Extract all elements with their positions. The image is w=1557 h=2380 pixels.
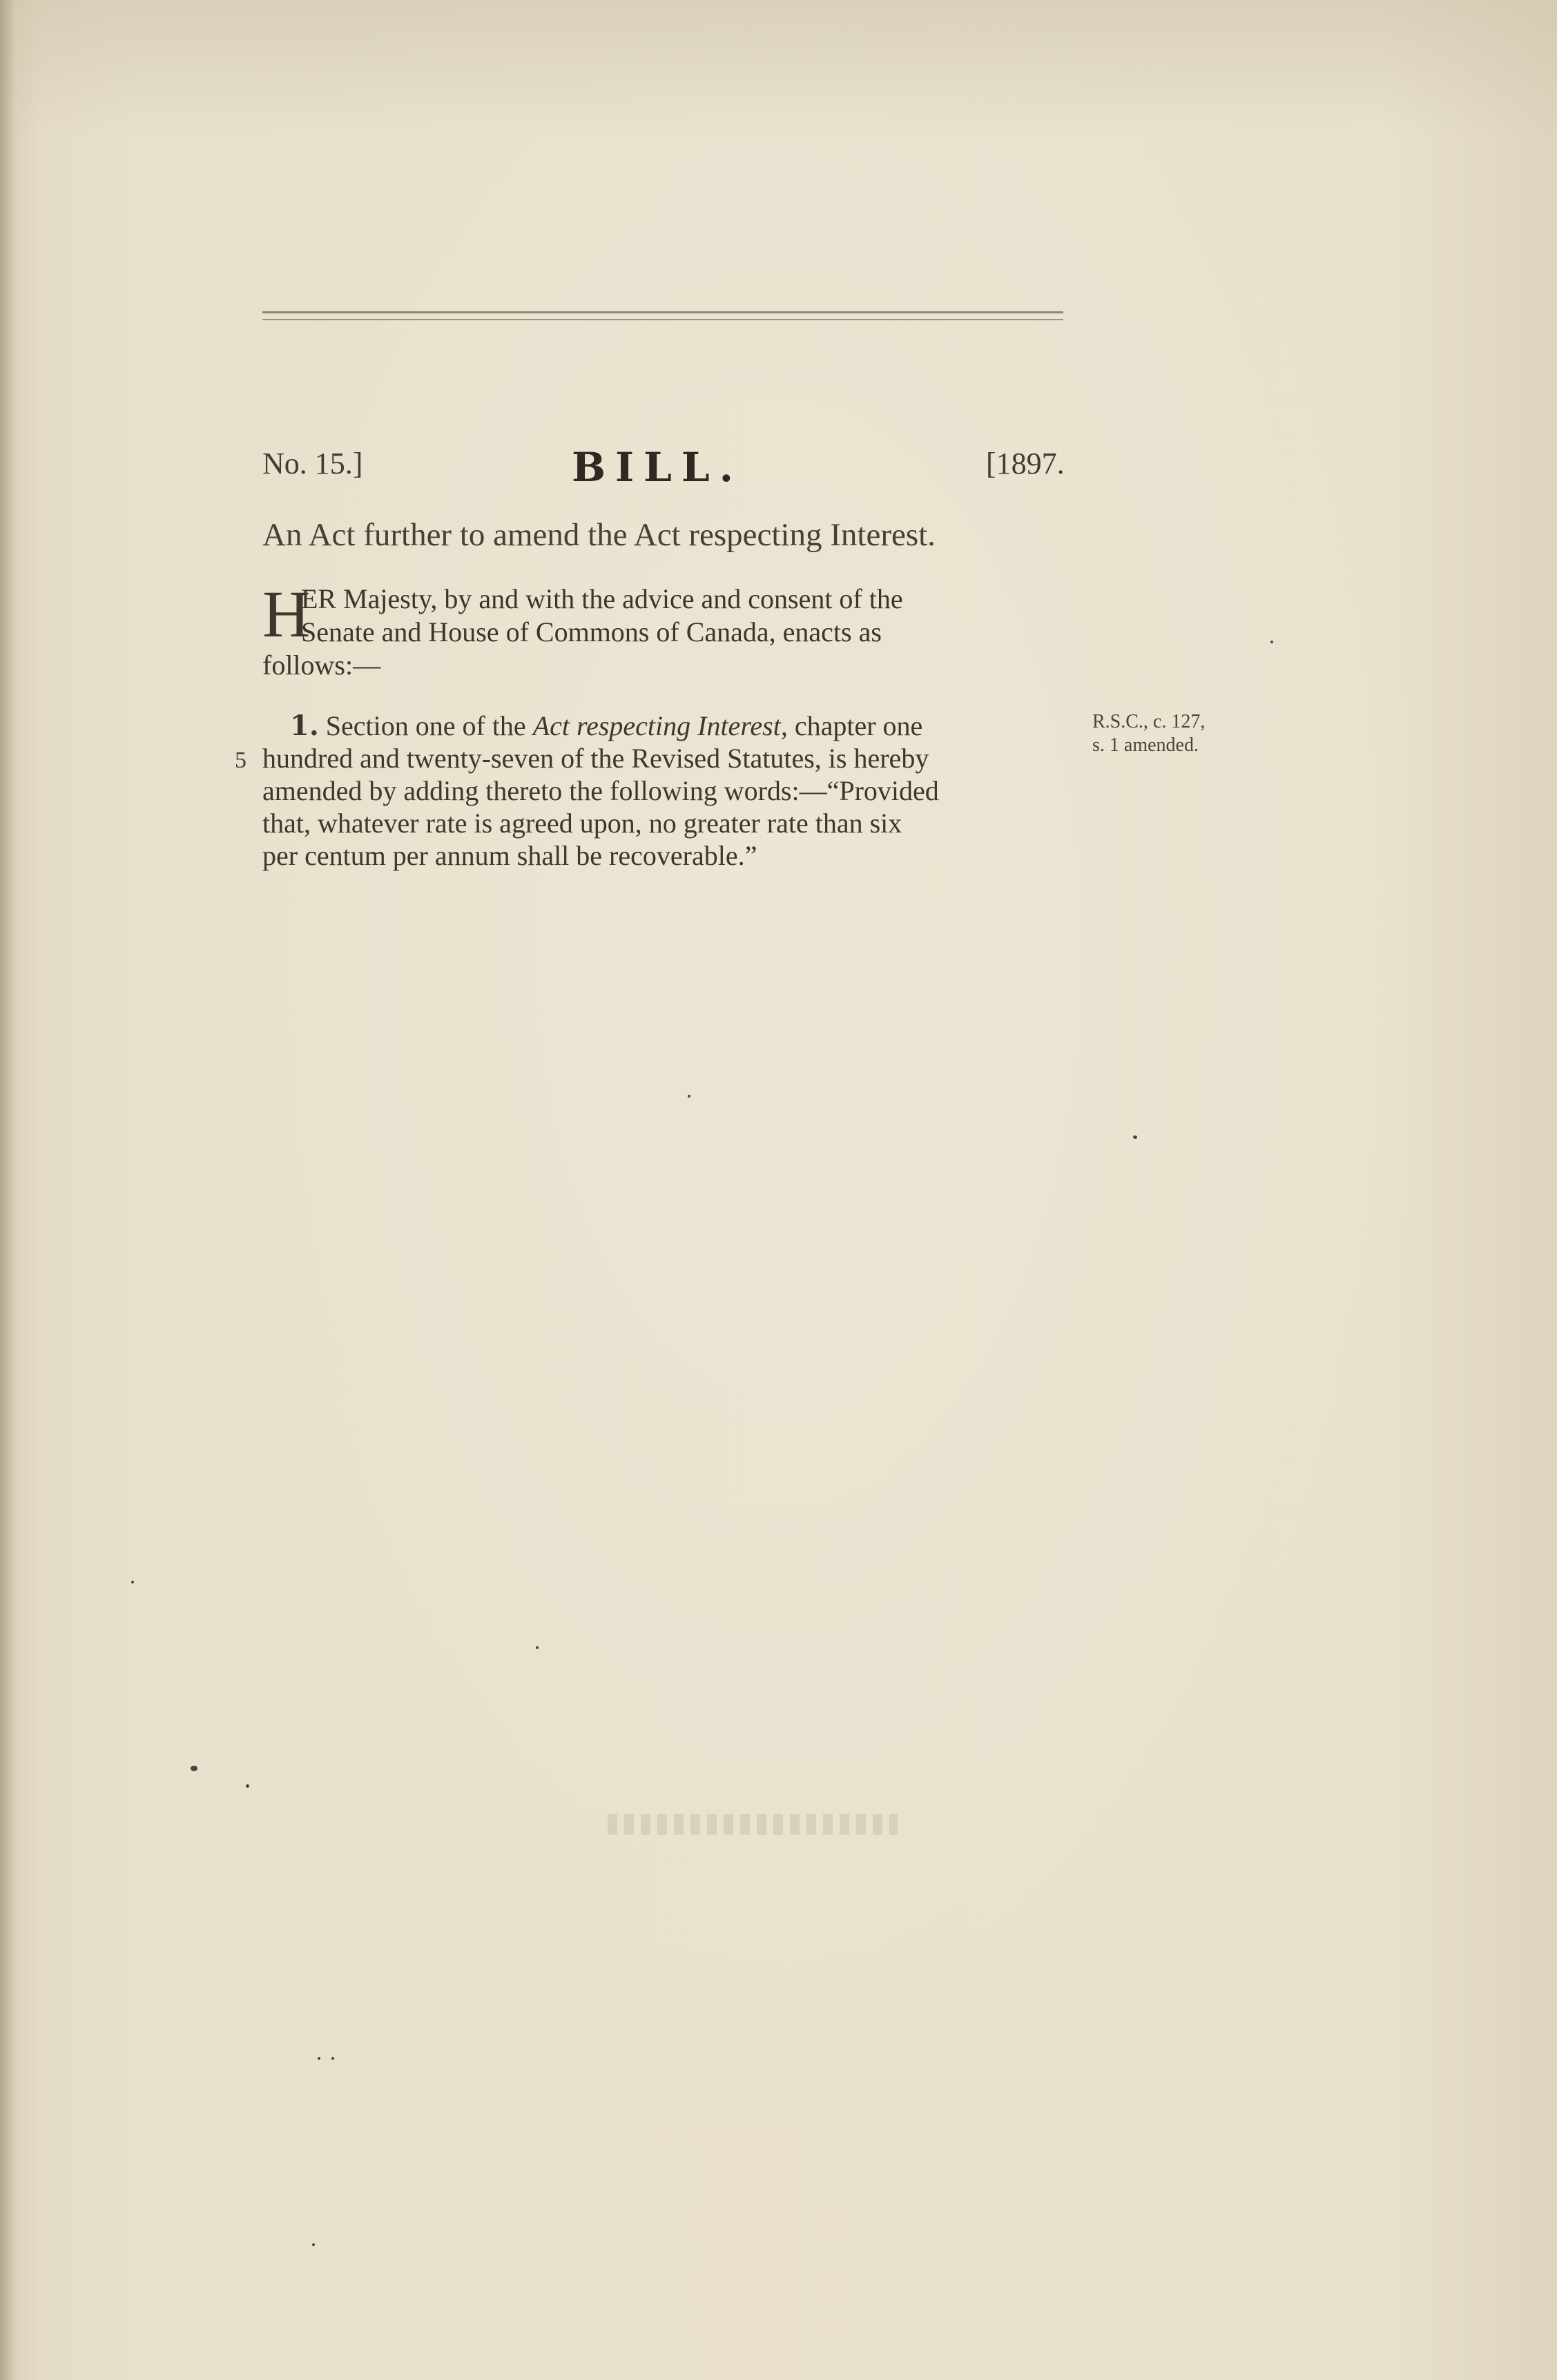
show-through-text [608, 1814, 898, 1835]
section-line [290, 712, 922, 740]
line-number: 5 [235, 748, 246, 773]
section-line: amended by adding thereto the following words:—“Provided [262, 775, 939, 806]
paper-speck [246, 1784, 249, 1788]
paper-speck [1270, 641, 1273, 643]
section-line: that, whatever rate is agreed upon, no greater rate than six [262, 808, 902, 839]
page-shading [0, 0, 1557, 138]
margin-note: s. 1 amended. [1092, 734, 1199, 756]
header-rule-thin [262, 319, 1063, 320]
paper-speck [688, 1095, 690, 1098]
paper-speck [331, 2057, 334, 2060]
preamble-drop-cap: H [262, 577, 311, 651]
section-text: Section one of the [325, 710, 533, 741]
margin-note: R.S.C., c. 127, [1092, 711, 1206, 732]
section-text: chapter one [787, 710, 923, 741]
bill-number: No. 15.] [262, 447, 363, 480]
section-line: per centum per annum shall be recoverable.” [262, 840, 757, 871]
paper-speck [1133, 1135, 1137, 1139]
paper-speck [191, 1766, 197, 1771]
paper-speck [312, 2243, 315, 2246]
preamble-line: ER Majesty, by and with the advice and consent of the [301, 583, 903, 614]
section-number: 1. [290, 710, 319, 742]
section-line: hundred and twenty-seven of the Revised Statutes, is hereby [262, 743, 929, 774]
bill-heading: BILL. [572, 444, 743, 491]
bill-year: [1897. [986, 447, 1065, 480]
paper-speck [318, 2057, 320, 2060]
act-title: An Act further to amend the Act respecting Interest. [262, 517, 936, 553]
act-citation: Act respecting Interest, [532, 710, 788, 741]
header-rule [262, 311, 1063, 313]
paper-speck [536, 1646, 539, 1649]
preamble-line: Senate and House of Commons of Canada, enacts as [301, 616, 882, 647]
preamble-line: follows:— [262, 650, 381, 681]
paper-speck [131, 1581, 134, 1583]
page-edge [0, 0, 15, 2380]
